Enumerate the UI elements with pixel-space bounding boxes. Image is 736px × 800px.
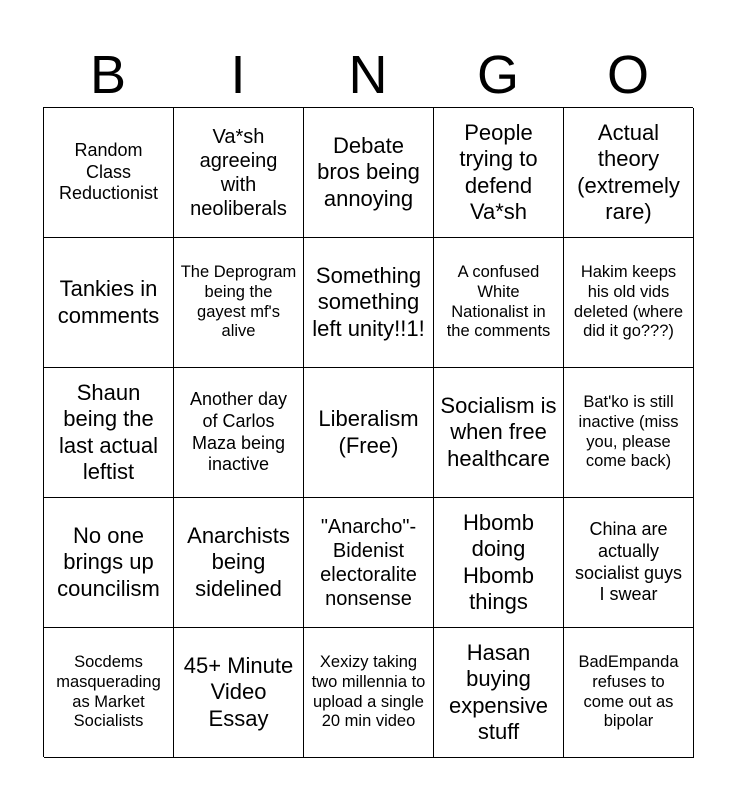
- bingo-cell[interactable]: 45+ Minute Video Essay: [174, 628, 304, 758]
- header-letter-i: I: [230, 45, 246, 105]
- bingo-cell[interactable]: Hbomb doing Hbomb things: [434, 498, 564, 628]
- header-letter-n: N: [348, 45, 388, 105]
- bingo-cell[interactable]: Debate bros being annoying: [304, 108, 434, 238]
- bingo-cell[interactable]: Hakim keeps his old vids deleted (where did it go???): [564, 238, 694, 368]
- bingo-cell[interactable]: China are actually socialist guys I swear: [564, 498, 694, 628]
- bingo-cell[interactable]: Socialism is when free healthcare: [434, 368, 564, 498]
- header-letter-g: G: [476, 45, 519, 105]
- header-letter-b: B: [89, 45, 127, 105]
- bingo-cell[interactable]: Tankies in comments: [44, 238, 174, 368]
- bingo-cell[interactable]: Something something left unity!!1!: [304, 238, 434, 368]
- bingo-cell[interactable]: No one brings up councilism: [44, 498, 174, 628]
- bingo-cell[interactable]: The Deprogram being the gayest mf's alive: [174, 238, 304, 368]
- bingo-cell[interactable]: Liberalism (Free): [304, 368, 434, 498]
- bingo-grid: [43, 107, 693, 757]
- bingo-cell[interactable]: Socdems masquerading as Market Socialists: [44, 628, 174, 758]
- header-letter-o: O: [606, 45, 649, 105]
- bingo-cell[interactable]: Hasan buying expensive stuff: [434, 628, 564, 758]
- bingo-cell[interactable]: Actual theory (extremely rare): [564, 108, 694, 238]
- bingo-cell[interactable]: Xexizy taking two millennia to upload a single 20 min video: [304, 628, 434, 758]
- bingo-cell[interactable]: People trying to defend Va*sh: [434, 108, 564, 238]
- bingo-cell[interactable]: BadEmpanda refuses to come out as bipolar: [564, 628, 694, 758]
- bingo-cell[interactable]: A confused White Nationalist in the comments: [434, 238, 564, 368]
- bingo-cell[interactable]: Another day of Carlos Maza being inactive: [174, 368, 304, 498]
- bingo-cell[interactable]: Bat'ko is still inactive (miss you, please come back): [564, 368, 694, 498]
- bingo-cell[interactable]: "Anarcho"-Bidenist electoralite nonsense: [304, 498, 434, 628]
- bingo-cell[interactable]: Anarchists being sidelined: [174, 498, 304, 628]
- bingo-cell[interactable]: Random Class Reductionist: [44, 108, 174, 238]
- bingo-header: [43, 44, 693, 106]
- bingo-cell[interactable]: Shaun being the last actual leftist: [44, 368, 174, 498]
- bingo-cell[interactable]: Va*sh agreeing with neoliberals: [174, 108, 304, 238]
